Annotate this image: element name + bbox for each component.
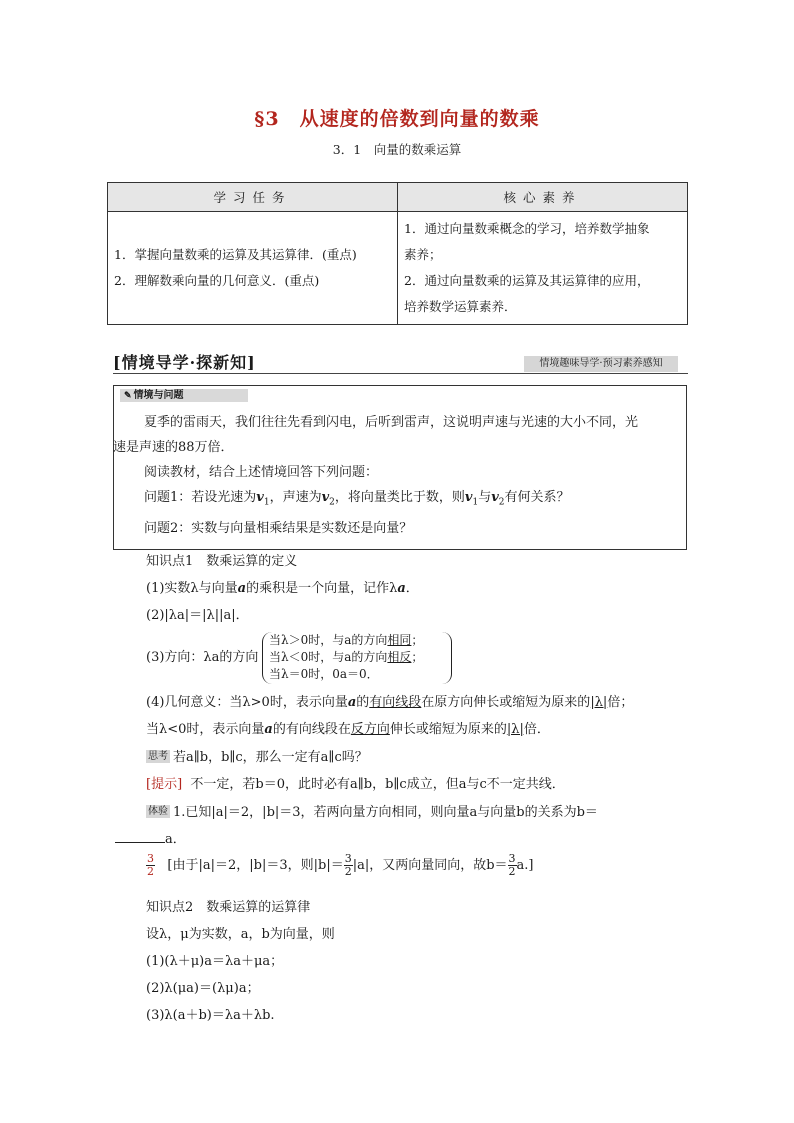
col-header-literacy: 核心素养 bbox=[398, 183, 688, 212]
hint-label: [提示] bbox=[146, 777, 183, 792]
experience-tag: 体验 bbox=[148, 806, 168, 817]
literacy-line: 1．通过向量数乘概念的学习，培养数学抽象 bbox=[404, 221, 650, 236]
experience-question: 体验 1.已知|a|＝2，|b|＝3，若两向量方向相同，则向量a与向量b的关系为b＝ bbox=[148, 805, 598, 820]
hint: [提示] 不一定，若b＝0，此时必有a∥b，b∥c成立，但a与c不一定共线． bbox=[146, 777, 565, 792]
case-zero: 当λ＝0时，0a＝0． bbox=[269, 667, 379, 681]
direction-cases bbox=[269, 632, 423, 683]
section-divider bbox=[113, 373, 688, 374]
knowledge2-title: 知识点2 数乘运算的运算律 bbox=[146, 900, 311, 915]
page-subtitle: 3．1 向量的数乘运算 bbox=[332, 142, 462, 157]
think-tag: 思考 bbox=[148, 751, 168, 762]
knowledge1-item5: 当λ<0时，表示向量a的有向线段在反方向伸长或缩短为原来的|λ|倍． bbox=[146, 722, 550, 737]
task-line: 1．掌握向量数乘的运算及其运算律．(重点) bbox=[114, 247, 357, 262]
literacy-line: 培养数学运算素养． bbox=[404, 299, 517, 314]
law-2: (2)λ(μa)＝(λμ)a； bbox=[146, 981, 260, 996]
page-title: §3 从速度的倍数到向量的数乘 bbox=[254, 108, 540, 130]
knowledge1-title: 知识点1 数乘运算的定义 bbox=[146, 554, 298, 569]
think-question: 思考 若a∥b，b∥c，那么一定有a∥c吗？ bbox=[148, 750, 368, 765]
case-negative: 当λ＜0时，与a的方向相反； bbox=[269, 650, 424, 664]
col-header-tasks: 学习任务 bbox=[108, 183, 398, 212]
question-2: 问题2：实数与向量相乘结果是实数还是向量？ bbox=[144, 520, 413, 536]
tasks-cell bbox=[108, 212, 398, 325]
experience-blank: a． bbox=[115, 830, 186, 850]
literacy-cell bbox=[398, 212, 688, 325]
right-brace bbox=[441, 632, 452, 684]
experience-answer: $\frac{3}{2}$ [由于|a|＝2，|b|＝3，则|b|＝ $\frac{3}{2}$ |a|，又两向量同向，故b＝ $\frac{3}{2}$ a.] bbox=[147, 852, 534, 878]
knowledge2-intro: 设λ，μ为实数，a，b为向量，则 bbox=[146, 927, 335, 942]
task-line: 2．理解数乘向量的几何意义．(重点) bbox=[114, 273, 320, 288]
scenario-para2: 阅读教材，结合上述情境回答下列问题： bbox=[144, 465, 379, 480]
answer-blank bbox=[115, 830, 165, 843]
section-heading: [情境导学·探新知] bbox=[113, 353, 256, 372]
scenario-para1-cont: 速是声速的88万倍． bbox=[113, 440, 234, 455]
law-3: (3)λ(a＋b)＝λa＋λb. bbox=[146, 1008, 275, 1023]
pencil-icon: ✎ bbox=[124, 391, 132, 401]
literacy-line: 素养； bbox=[404, 247, 442, 262]
knowledge1-item1: (1)实数λ与向量a的乘积是一个向量，记作λa． bbox=[146, 581, 419, 596]
case-positive: 当λ＞0时，与a的方向相同； bbox=[269, 633, 424, 647]
scenario-text bbox=[113, 410, 682, 541]
knowledge1-item2: (2)|λa|＝|λ||a|． bbox=[146, 608, 249, 623]
scenario-para1: 夏季的雷雨天，我们往往先看到闪电，后听到雷声，这说明声速与光速的大小不同，光 bbox=[144, 415, 639, 430]
answer-fraction: $\frac{3}{2}$ bbox=[147, 852, 154, 878]
scenario-tag: ✎ 情境与问题 bbox=[120, 389, 248, 402]
literacy-line: 2．通过向量数乘的运算及其运算律的应用， bbox=[404, 273, 650, 288]
learning-task-table bbox=[107, 182, 688, 325]
section-tag: 情境趣味导学·预习素养感知 bbox=[524, 356, 678, 372]
law-1: (1)(λ＋μ)a＝λa＋μa； bbox=[146, 954, 284, 969]
question-1: 问题1：若设光速为$v_1$，声速为$v_2$，将向量类比于数，则$v_1$与$v_2$有何关系？ bbox=[144, 490, 570, 508]
knowledge1-item3-label: (3)方向：λa的方向 bbox=[146, 650, 259, 665]
knowledge1-item4: (4)几何意义：当λ>0时，表示向量a的有向线段在原方向伸长或缩短为原来的|λ|倍； bbox=[146, 695, 634, 710]
